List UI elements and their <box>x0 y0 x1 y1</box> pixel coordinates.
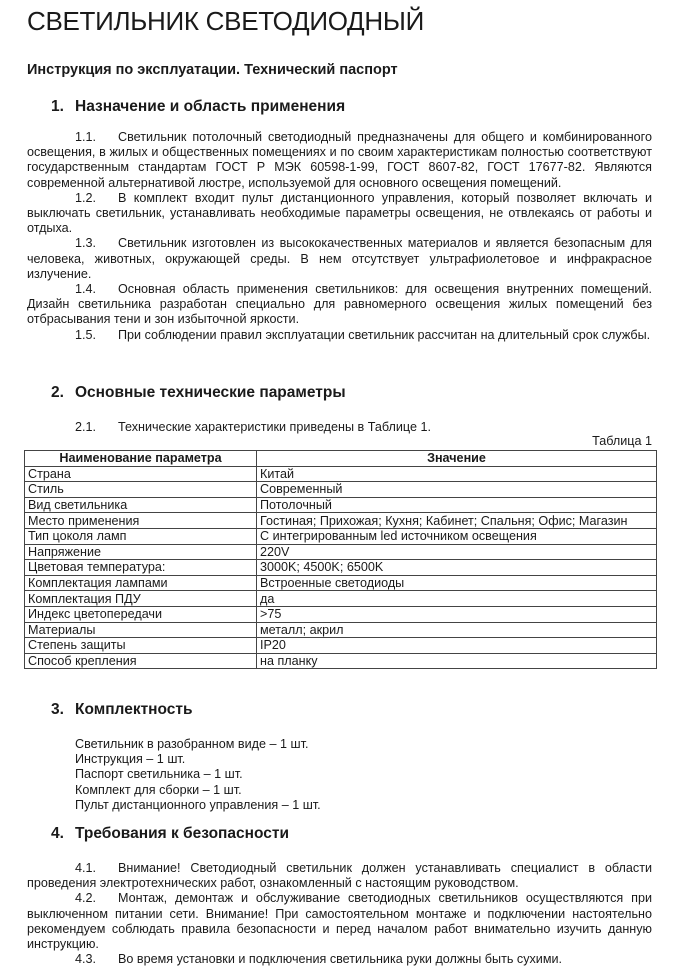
column-header: Наименование параметра <box>25 451 257 467</box>
contents-list <box>75 737 575 813</box>
parameter-value-cell: >75 <box>257 606 657 622</box>
paragraph-text: Светильник изготовлен из высококачественных материалов и является безопасным для человека, животных, окружающей среды. В нем отсутствует ультрафиолетовое и инфракрасное излучение. <box>27 236 652 281</box>
list-item: Паспорт светильника – 1 шт. <box>75 767 243 782</box>
parameter-value-cell: Китай <box>257 466 657 482</box>
paragraph-number: 1.4. <box>75 282 97 297</box>
parameter-value-cell: Встроенные светодиоды <box>257 575 657 591</box>
paragraph-text: При соблюдении правил эксплуатации светильник рассчитан на длительный срок службы. <box>118 327 651 342</box>
parameter-name-cell: Индекс цветопередачи <box>25 606 257 622</box>
section-title: Назначение и область применения <box>75 98 346 115</box>
section-title: Требования к безопасности <box>75 825 290 842</box>
paragraph-text: Технические характеристики приведены в Таблице 1. <box>118 420 431 434</box>
document-subtitle: Инструкция по эксплуатации. Технический паспорт <box>27 62 398 78</box>
table-row <box>25 482 657 498</box>
paragraph-text: В комплект входит пульт дистанционного управления, который позволяет включать и выключать светильник, устанавливать необходимые параметры освещения, не отвлекаясь от работы и отдыха. <box>27 190 652 236</box>
section-heading-2 <box>51 384 346 402</box>
paragraph-number: 1.5. <box>75 327 97 342</box>
parameter-name-cell: Степень защиты <box>25 638 257 654</box>
section-1-body <box>27 130 652 343</box>
list-item: Светильник в разобранном виде – 1 шт. <box>75 737 309 751</box>
document-title: СВЕТИЛЬНИК СВЕТОДИОДНЫЙ <box>27 6 424 36</box>
paragraph-number: 4.3. <box>75 952 97 967</box>
paragraph-text: Основная область применения светильников: для освещения внутренних помещений. Дизайн светильника разработан специально для равномерного освещения жилых помещений без отбрасывания тени и зон избыточной яркости. <box>27 282 652 327</box>
parameter-name-cell: Страна <box>25 466 257 482</box>
table-row <box>25 513 657 529</box>
table-row <box>25 653 657 669</box>
parameter-name-cell: Комплектация лампами <box>25 575 257 591</box>
table-row <box>25 622 657 638</box>
table-row <box>25 544 657 560</box>
parameter-value-cell: 220V <box>257 544 657 560</box>
section-number: 4. <box>51 825 64 842</box>
section-number: 1. <box>51 98 64 115</box>
paragraph <box>27 891 652 952</box>
parameter-name-cell: Вид светильника <box>25 497 257 513</box>
table-row <box>25 575 657 591</box>
parameter-name-cell: Материалы <box>25 622 257 638</box>
paragraph <box>27 236 652 282</box>
table-row <box>25 497 657 513</box>
paragraph <box>27 328 652 343</box>
parameter-name-cell: Тип цоколя ламп <box>25 528 257 544</box>
table-row <box>25 606 657 622</box>
paragraph <box>27 191 652 237</box>
paragraph <box>27 420 652 435</box>
paragraph-text: Монтаж, демонтаж и обслуживание светодиодных светильников осуществляются при выключенном питании сети. Внимание! При самостоятельном монтаже и подключении настоятельно рекомендуем соблюдать правила безопасности и перед началом работ внимательно изучить данную инструкцию. <box>27 891 652 952</box>
parameter-value-cell: на планку <box>257 653 657 669</box>
parameter-value-cell: Гостиная; Прихожая; Кухня; Кабинет; Спальня; Офис; Магазин <box>257 513 657 529</box>
paragraph-number: 1.3. <box>75 236 97 251</box>
paragraph <box>27 130 652 191</box>
table-row <box>25 466 657 482</box>
parameter-name-cell: Стиль <box>25 482 257 498</box>
parameter-name-cell: Напряжение <box>25 544 257 560</box>
table-row <box>25 638 657 654</box>
paragraph <box>27 952 652 967</box>
paragraph-text: Во время установки и подключения светильника руки должны быть сухими. <box>118 952 563 967</box>
paragraph <box>27 861 652 891</box>
parameter-value-cell: С интегрированным led источником освещения <box>257 528 657 544</box>
column-header: Значение <box>257 451 657 467</box>
paragraph-number: 2.1. <box>75 420 97 434</box>
table-header-row <box>25 451 657 467</box>
parameter-value-cell: да <box>257 591 657 607</box>
section-2-body <box>27 420 652 435</box>
table-row <box>25 591 657 607</box>
paragraph-number: 1.1. <box>75 130 97 144</box>
table-row <box>25 560 657 576</box>
list-item: Инструкция – 1 шт. <box>75 752 186 767</box>
parameter-value-cell: Современный <box>257 482 657 498</box>
parameter-name-cell: Способ крепления <box>25 653 257 669</box>
section-title: Комплектность <box>75 701 193 718</box>
parameter-name-cell: Цветовая температура: <box>25 560 257 576</box>
list-item: Комплект для сборки – 1 шт. <box>75 782 242 797</box>
parameter-name-cell: Комплектация ПДУ <box>25 591 257 607</box>
parameter-name-cell: Место применения <box>25 513 257 529</box>
paragraph-number: 4.1. <box>75 861 97 875</box>
paragraph-text: Внимание! Светодиодный светильник должен устанавливать специалист в области проведения электротехнических работ, ознакомленный с настоящим руководством. <box>27 861 652 891</box>
table-row <box>25 528 657 544</box>
list-item: Пульт дистанционного управления – 1 шт. <box>75 797 321 812</box>
section-heading-4 <box>51 825 289 843</box>
parameter-value-cell: IP20 <box>257 638 657 654</box>
paragraph <box>27 282 652 328</box>
section-number: 2. <box>51 384 64 401</box>
paragraph-text: Светильник потолочный светодиодный предназначены для общего и комбинированного освещения, в жилых и общественных помещениях и по своим характеристикам полностью соответствуют государственным стандартам ГОСТ Р МЭК 60598-1-99, ГОСТ 8607-82, ГОСТ 17677-82. Являются современной альтернативой люстре, используемой для основного освещения помещений. <box>27 130 652 190</box>
specs-table <box>24 450 657 669</box>
paragraph-number: 4.2. <box>75 891 97 906</box>
section-heading-1 <box>51 98 345 116</box>
section-heading-3 <box>51 701 193 719</box>
parameter-value-cell: Потолочный <box>257 497 657 513</box>
paragraph-number: 1.2. <box>75 190 97 205</box>
section-number: 3. <box>51 701 64 718</box>
section-title: Основные технические параметры <box>75 384 346 401</box>
section-4-body <box>27 861 652 967</box>
table-caption: Таблица 1 <box>592 434 652 448</box>
parameter-value-cell: 3000K; 4500K; 6500K <box>257 560 657 576</box>
parameter-value-cell: металл; акрил <box>257 622 657 638</box>
